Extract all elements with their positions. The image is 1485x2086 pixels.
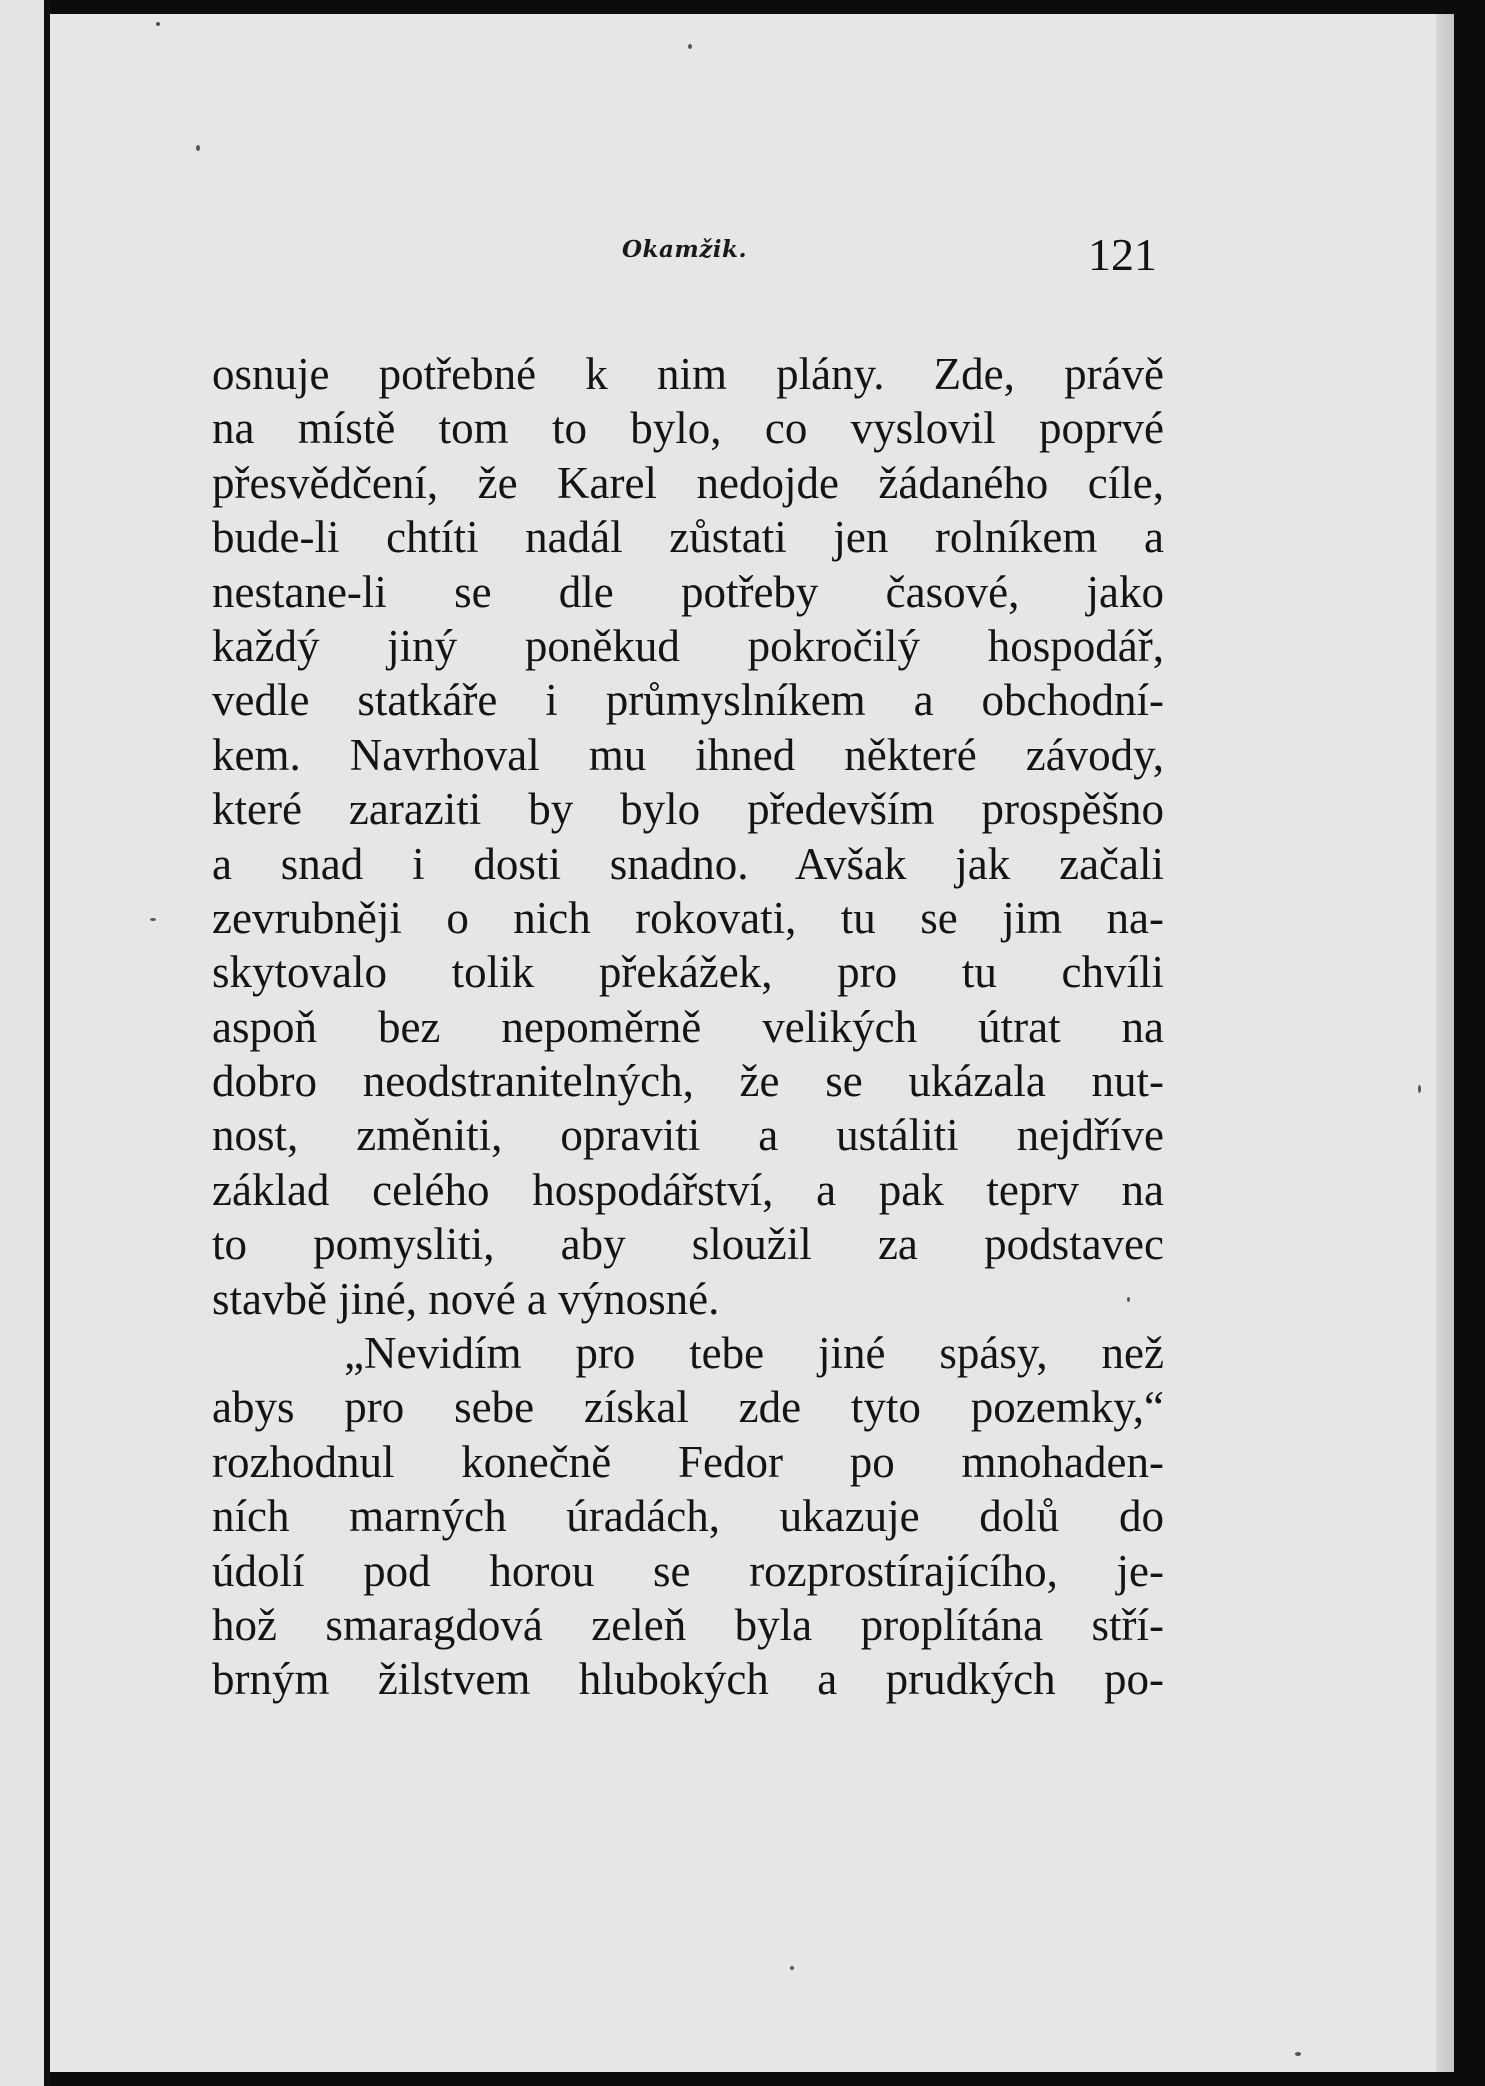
paper-speck	[1418, 1085, 1421, 1093]
text-line: které zaraziti by bylo především prospěšno	[212, 784, 1164, 835]
text-line: kem. Navrhoval mu ihned některé závody,	[212, 729, 1164, 780]
text-line: rozhodnul konečně Fedor po mnohaden-	[212, 1436, 1164, 1487]
text-line: ních marných úradách, ukazuje dolů do	[212, 1491, 1164, 1542]
text-line: nost, změniti, opraviti a ustáliti nejdříve	[212, 1110, 1164, 1161]
text-line: dobro neodstranitelných, že se ukázala nut-	[212, 1056, 1164, 1107]
text-line: nestane-li se dle potřeby časové, jako	[212, 566, 1164, 617]
paper-speck	[1295, 2052, 1301, 2056]
text-line: aspoň bez nepoměrně velikých útrat na	[212, 1001, 1164, 1052]
text-line: vedle statkáře i průmyslníkem a obchodní-	[212, 675, 1164, 726]
paper-speck	[688, 44, 692, 49]
paper-speck	[156, 22, 160, 26]
paper-speck	[790, 1966, 794, 1970]
text-line: a snad i dosti snadno. Avšak jak začali	[212, 838, 1164, 889]
text-line: osnuje potřebné k nim plány. Zde, právě	[212, 349, 1164, 399]
page-edge-shadow	[1436, 14, 1454, 2072]
text-line: údolí pod horou se rozprostírajícího, je-	[212, 1545, 1164, 1596]
paragraph-end-line: stavbě jiné, nové a výnosné.	[212, 1273, 720, 1324]
paper-speck	[1127, 1297, 1130, 1302]
paragraph-start-line: „Nevidím pro tebe jiné spásy, než	[344, 1328, 1164, 1379]
paper-speck	[150, 918, 156, 921]
body-text	[212, 347, 1164, 1707]
text-line: na místě tom to bylo, co vyslovil poprvé	[212, 403, 1164, 454]
text-line: přesvědčení, že Karel nedojde žádaného cíle,	[212, 457, 1164, 508]
paper-speck	[196, 145, 200, 151]
text-line: to pomysliti, aby sloužil za podstavec	[212, 1219, 1164, 1270]
text-line: hož smaragdová zeleň byla proplítána stří-	[212, 1599, 1164, 1650]
text-line: zevrubněji o nich rokovati, tu se jim na-	[212, 892, 1164, 943]
running-head: Okamžik.	[622, 236, 747, 263]
text-line: bude-li chtíti nadál zůstati jen rolníkem a	[212, 512, 1164, 563]
text-line: každý jiný poněkud pokročilý hospodář,	[212, 620, 1164, 671]
page-number: 121	[1088, 229, 1157, 280]
text-line: brným žilstvem hlubokých a prudkých po-	[212, 1654, 1164, 1705]
previous-page-edge	[0, 0, 50, 2086]
text-line: abys pro sebe získal zde tyto pozemky,“	[212, 1382, 1164, 1433]
text-line: skytovalo tolik překážek, pro tu chvíli	[212, 947, 1164, 998]
text-line: základ celého hospodářství, a pak teprv na	[212, 1164, 1164, 1215]
